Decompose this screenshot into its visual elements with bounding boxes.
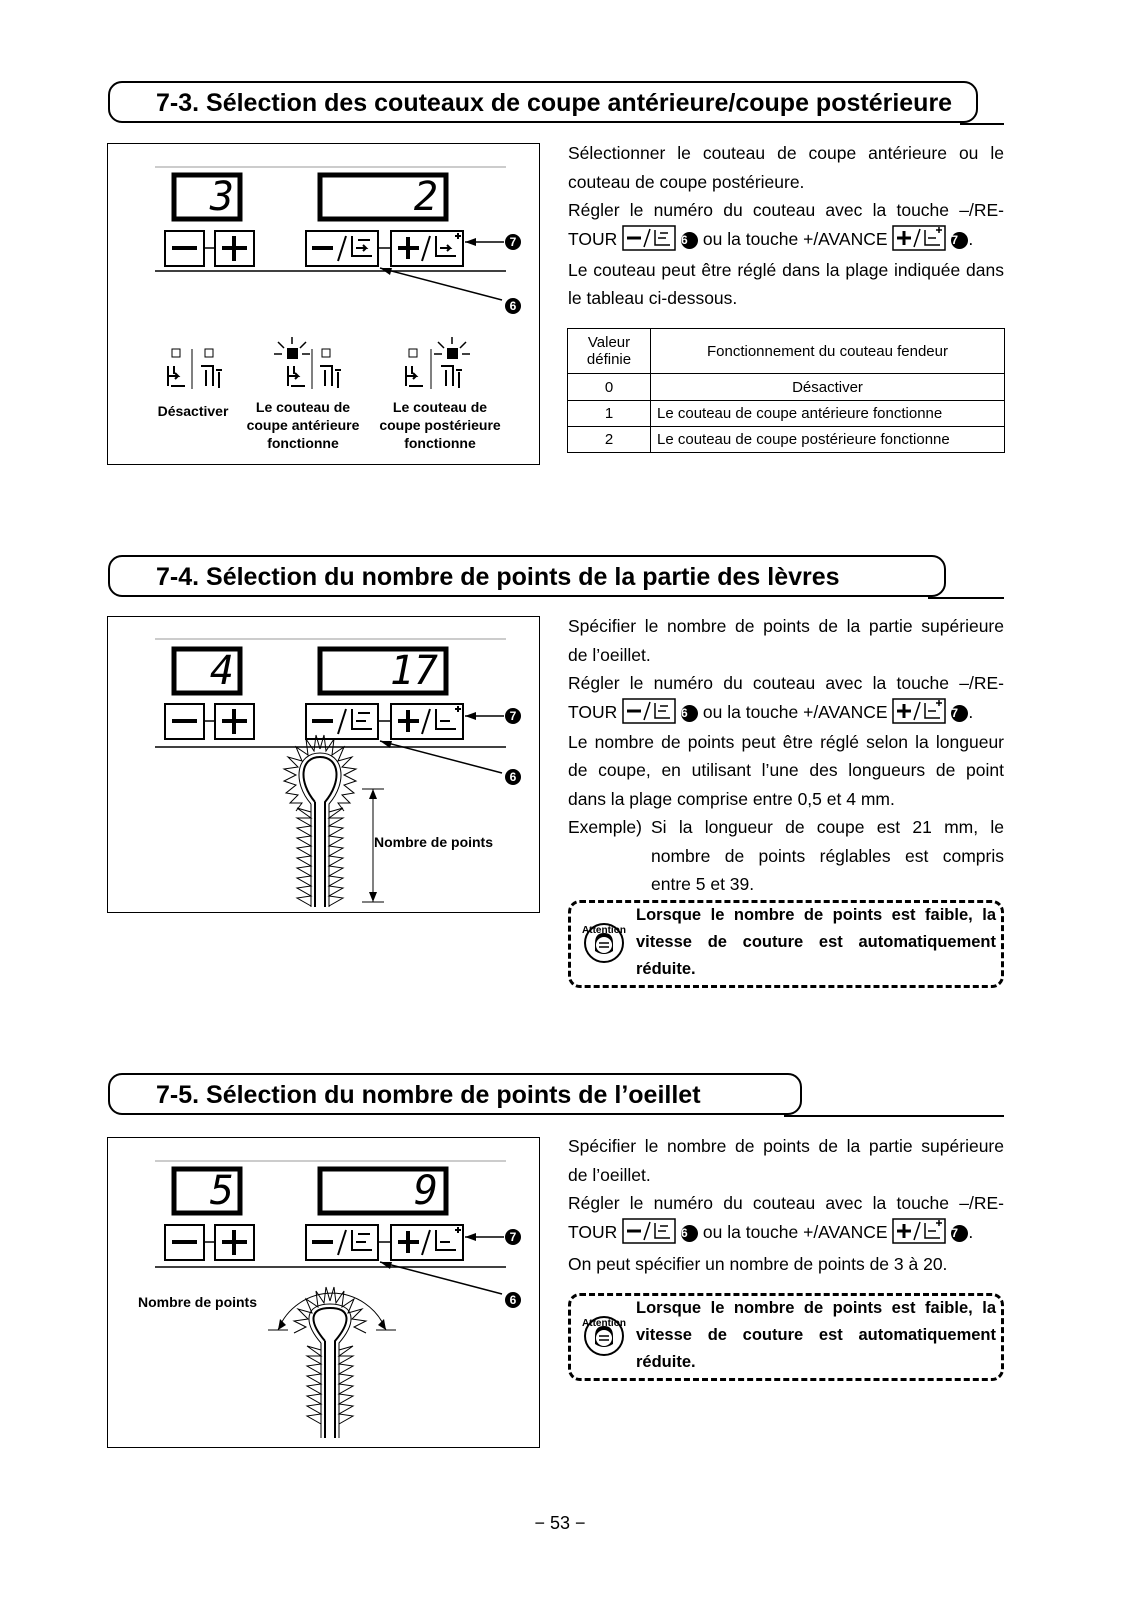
marker-7-label: 7 <box>509 1230 517 1244</box>
circle-6-icon: 6 <box>681 1225 698 1242</box>
minus-plus-keys <box>165 231 254 266</box>
icon-label-line: fonctionne <box>404 435 476 451</box>
section-title-7-5 <box>108 1073 802 1115</box>
text-line: Sélectionner le couteau de coupe antérieure ou le <box>568 143 1004 163</box>
example-label: Exemple) <box>568 817 642 837</box>
text-line: Spécifier le nombre de points de la partie supérieure <box>568 616 1004 636</box>
attention-hand-icon <box>581 1308 627 1358</box>
figure-panel-7-3 <box>107 143 540 465</box>
text-fragment: TOUR <box>568 228 618 249</box>
text-7-4 <box>568 612 1004 898</box>
title-rule <box>784 1115 1004 1117</box>
marker-7-label: 7 <box>509 709 517 723</box>
attention-text: Attention <box>582 925 626 936</box>
avance-key-icon <box>892 1218 946 1244</box>
icon-label-line: coupe antérieure <box>246 417 360 433</box>
circle-7-icon: 7 <box>951 1225 968 1242</box>
text-fragment: TOUR <box>568 701 618 722</box>
attention-text-7-5 <box>636 1295 996 1376</box>
section-title-text: 7-3. Sélection des couteaux de coupe antérieure/coupe postérieure <box>156 89 953 117</box>
text-fragment: ou la touche +/AVANCE <box>702 1221 888 1242</box>
marker-6-label: 6 <box>509 770 517 784</box>
stitch-count-label: Nombre de points <box>138 1294 258 1310</box>
table-row <box>568 374 1005 401</box>
text-line: Si la longueur de coupe est 21 mm, le <box>651 817 1004 837</box>
text-line: Le couteau peut être réglé dans la plage indiquée dans <box>568 259 1004 280</box>
warning-line: Lorsque le nombre de points est faible, la <box>636 1299 996 1317</box>
icon-label-line: Le couteau de <box>255 399 351 415</box>
table-row <box>568 401 1005 427</box>
text-7-3 <box>568 139 1004 313</box>
retour-key-icon <box>622 225 676 251</box>
marker-7-label: 7 <box>509 235 517 249</box>
table-cell-desc: Le couteau de coupe postérieure fonctionne <box>651 427 1005 453</box>
warning-line: vitesse de couture est automatiquement <box>636 1326 996 1344</box>
attention-text-7-4 <box>636 902 996 983</box>
circle-6-icon: 6 <box>681 705 698 722</box>
figure-panel-7-5 <box>107 1137 540 1448</box>
text-line-keys <box>568 1218 1004 1250</box>
text-line: couteau de coupe postérieure. <box>568 171 805 192</box>
icon-label-line: coupe postérieure <box>379 417 501 433</box>
avance-key-icon <box>892 698 946 724</box>
section-title-7-3 <box>108 81 978 123</box>
text-fragment: TOUR <box>568 1221 618 1242</box>
text-line: Régler le numéro du couteau avec la touche –/RE- <box>568 1193 1004 1213</box>
retour-key-icon <box>622 698 676 724</box>
text-line: de coupe, en utilisant l’une des longueurs de point <box>568 760 1004 780</box>
title-rule <box>960 123 1004 125</box>
table-header-line: Valeur <box>587 334 631 351</box>
retour-avance-keys <box>306 231 463 266</box>
icon-label-anterieure <box>236 398 370 452</box>
text-line: de l’oeillet. <box>568 1164 651 1185</box>
eyelet-drawing <box>268 1287 396 1438</box>
text-line: Régler le numéro du couteau avec la touche –/RE- <box>568 200 1004 220</box>
text-line: entre 5 et 39. <box>651 874 755 894</box>
display-left-value: 4 <box>209 648 234 694</box>
text-line-keys <box>568 698 1004 728</box>
page-number: − 53 − <box>534 1513 586 1533</box>
eyelet-buttonhole-drawing <box>284 735 356 907</box>
attention-hand-icon <box>581 915 627 965</box>
display-right-value: 9 <box>413 1168 438 1214</box>
circle-6-icon: 6 <box>681 232 698 249</box>
section-title-7-4 <box>108 555 946 597</box>
text-line: dans la plage comprise entre 0,5 et 4 mm. <box>568 788 895 809</box>
table-cell-desc: Désactiver <box>651 374 1005 401</box>
circle-7-icon: 7 <box>951 232 968 249</box>
attention-text: Attention <box>582 1318 626 1329</box>
text-fragment: ou la touche +/AVANCE <box>702 701 888 722</box>
display-left-value: 3 <box>209 174 234 220</box>
retour-key-icon <box>622 1218 676 1244</box>
warning-line: réduite. <box>636 960 696 978</box>
display-left-value: 5 <box>209 1168 234 1214</box>
icon-label-line: fonctionne <box>267 435 339 451</box>
text-line: Régler le numéro du couteau avec la touche –/RE- <box>568 673 1004 693</box>
text-line: le tableau ci-dessous. <box>568 288 738 308</box>
text-line: Spécifier le nombre de points de la partie supérieure <box>568 1136 1004 1156</box>
panel-illustration <box>108 617 541 914</box>
text-line: On peut spécifier un nombre de points de 3 à 20. <box>568 1253 948 1274</box>
marker-6-label: 6 <box>509 1293 517 1307</box>
text-fragment: ou la touche +/AVANCE <box>702 228 888 249</box>
text-line-keys <box>568 225 1004 256</box>
warning-line: Lorsque le nombre de points est faible, la <box>636 906 996 924</box>
avance-key-icon <box>892 225 946 251</box>
circle-7-icon: 7 <box>951 705 968 722</box>
text-7-5 <box>568 1132 1004 1278</box>
text-line: de l’oeillet. <box>568 644 651 665</box>
display-right-value: 17 <box>389 648 438 694</box>
table-header-value <box>568 329 651 374</box>
text-line: Le nombre de points peut être réglé selon la longueur <box>568 731 1004 752</box>
example-block <box>568 813 1004 898</box>
display-right-value: 2 <box>413 174 438 220</box>
stitch-count-label: Nombre de points <box>374 834 494 850</box>
table-cell-desc: Le couteau de coupe antérieure fonctionne <box>651 401 1005 427</box>
text-fragment: . <box>968 1221 974 1242</box>
text-fragment: . <box>968 701 974 722</box>
text-fragment: . <box>968 228 974 249</box>
table-header-function: Fonctionnement du couteau fendeur <box>651 329 1005 374</box>
table-cell-value: 0 <box>568 374 651 401</box>
marker-6-label: 6 <box>509 299 517 313</box>
table-cell-value: 2 <box>568 427 651 453</box>
section-title-text: 7-4. Sélection du nombre de points de la partie des lèvres <box>156 563 840 591</box>
icon-label-desactiver: Désactiver <box>157 403 229 419</box>
knife-icons <box>168 337 470 389</box>
icon-label-line: Le couteau de <box>392 399 488 415</box>
icon-label-posterieure <box>372 398 508 452</box>
knife-table <box>567 328 1005 453</box>
table-cell-value: 1 <box>568 401 651 427</box>
table-row <box>568 427 1005 453</box>
example-text <box>651 813 1004 899</box>
title-rule <box>928 597 1004 599</box>
figure-panel-7-4 <box>107 616 540 913</box>
warning-line: réduite. <box>636 1353 696 1371</box>
text-line: nombre de points réglables est compris <box>651 845 1004 866</box>
table-header-line: définie <box>586 351 632 368</box>
warning-line: vitesse de couture est automatiquement <box>636 933 996 951</box>
section-title-text: 7-5. Sélection du nombre de points de l’oeillet <box>156 1081 701 1109</box>
